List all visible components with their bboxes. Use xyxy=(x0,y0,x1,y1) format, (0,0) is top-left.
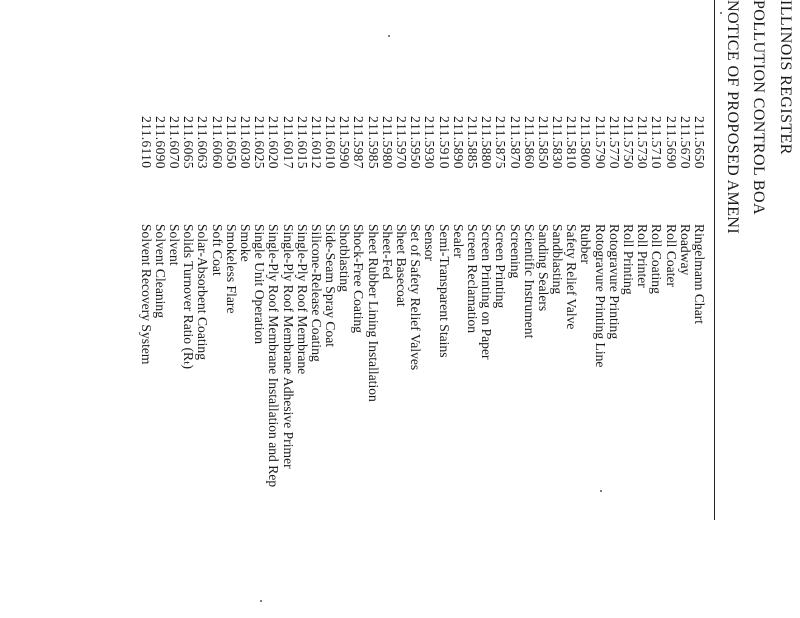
table-row xyxy=(663,116,677,616)
board-title: POLLUTION CONTROL BOA xyxy=(750,0,767,215)
table-row xyxy=(209,116,223,616)
table-row xyxy=(649,116,663,616)
section-term: Roll Printer xyxy=(635,224,651,288)
table-row xyxy=(422,116,436,616)
section-number: 211.5890 xyxy=(450,116,466,169)
table-row xyxy=(692,116,706,616)
table-row xyxy=(252,116,266,616)
section-term: Rotogravure Printing Line xyxy=(592,224,608,368)
table-row xyxy=(295,116,309,616)
section-number: 211.5985 xyxy=(365,116,381,169)
section-term: Side-Seam Spray Coat xyxy=(323,224,339,348)
section-number: 211.6060 xyxy=(209,116,225,169)
section-number: 211.5800 xyxy=(578,116,594,169)
section-number: 211.5810 xyxy=(564,116,580,169)
section-term: Sensor xyxy=(422,224,438,262)
scan-speck xyxy=(600,490,602,492)
section-number: 211.5670 xyxy=(677,116,693,169)
section-term: Sheet Rubber Lining Installation xyxy=(365,224,381,402)
table-row xyxy=(536,116,550,616)
table-row xyxy=(408,116,422,616)
table-row xyxy=(266,116,280,616)
section-number: 211.5880 xyxy=(479,116,495,169)
table-row xyxy=(309,116,323,616)
section-term: Scientific Instrument xyxy=(521,224,537,339)
section-number: 211.6010 xyxy=(323,116,339,169)
section-term: Set of Safety Relief Valves xyxy=(408,224,424,371)
section-term: Sheet Basecoat xyxy=(394,224,410,307)
definitions-table xyxy=(139,116,707,616)
section-number: 211.6065 xyxy=(181,116,197,169)
section-number: 211.5980 xyxy=(379,116,395,169)
section-term: Roll Printing xyxy=(621,224,637,295)
section-number: 211.5750 xyxy=(621,116,637,169)
section-number: 211.5875 xyxy=(493,116,509,169)
table-row xyxy=(593,116,607,616)
table-row xyxy=(153,116,167,616)
section-term: Screening xyxy=(507,224,523,279)
section-term: Shock-Free Coating xyxy=(351,224,367,334)
section-number: 211.6050 xyxy=(223,116,239,169)
section-term: Screen Reclamation xyxy=(465,224,480,334)
section-term: Smoke xyxy=(238,224,253,262)
section-number: 211.5710 xyxy=(649,116,665,169)
section-term: Single-Ply Roof Membrane Adhesive Primer xyxy=(280,224,296,469)
section-term: Single-Ply Roof Membrane Installation and Rep xyxy=(266,224,282,488)
table-row xyxy=(181,116,195,616)
table-row xyxy=(564,116,578,616)
section-term: Sandblasting xyxy=(550,224,566,295)
table-row xyxy=(479,116,493,616)
section-number: 211.6012 xyxy=(308,116,324,169)
section-term: Semi-Transparent Stains xyxy=(436,224,452,358)
section-number: 211.6025 xyxy=(252,116,268,169)
section-number: 211.6015 xyxy=(294,116,310,169)
section-number: 211.5730 xyxy=(635,116,651,169)
section-number: 211.5950 xyxy=(408,116,424,169)
section-number: 211.6110 xyxy=(138,116,154,169)
section-term: Solvent Recovery System xyxy=(138,224,154,365)
table-row xyxy=(550,116,564,616)
table-row xyxy=(465,116,479,616)
section-term: Solvent xyxy=(167,224,183,266)
table-row xyxy=(351,116,365,616)
section-term: Rubber xyxy=(578,224,594,265)
section-term: Solids Turnover Ratio (Rₜ) xyxy=(181,224,197,369)
section-term: Roadway xyxy=(677,224,693,276)
section-term: Solar-Absorbent Coating xyxy=(195,224,211,361)
section-term: Roll Coater xyxy=(663,224,679,288)
scan-speck xyxy=(720,12,722,14)
table-row xyxy=(451,116,465,616)
table-row xyxy=(366,116,380,616)
section-term: Sealer xyxy=(450,224,466,258)
section-number: 211.5790 xyxy=(592,116,608,169)
table-row xyxy=(436,116,450,616)
section-term: Sanding Sealers xyxy=(535,224,551,312)
section-term: Ringelmann Chart xyxy=(692,224,707,325)
table-row xyxy=(635,116,649,616)
table-row xyxy=(621,116,635,616)
section-number: 211.5970 xyxy=(394,116,410,169)
scan-speck xyxy=(388,35,390,37)
section-term: Soft Coat xyxy=(209,224,225,276)
section-term: Safety Relief Valve xyxy=(564,224,580,330)
header-rule xyxy=(714,0,715,520)
section-number: 211.5910 xyxy=(436,116,452,169)
section-number: 211.5650 xyxy=(692,116,707,169)
section-number: 211.5850 xyxy=(535,116,551,169)
scan-speck xyxy=(260,600,262,602)
section-term: Rotogravure Printing xyxy=(606,224,622,340)
table-row xyxy=(280,116,294,616)
section-number: 211.6063 xyxy=(195,116,211,169)
table-row xyxy=(139,116,153,616)
section-number: 211.5870 xyxy=(507,116,523,169)
section-number: 211.5690 xyxy=(663,116,679,169)
table-row xyxy=(195,116,209,616)
notice-title: NOTICE OF PROPOSED AMENI xyxy=(724,0,741,235)
section-number: 211.5830 xyxy=(550,116,566,169)
section-term: Shotblasting xyxy=(337,224,353,292)
section-number: 211.6017 xyxy=(280,116,296,169)
table-row xyxy=(522,116,536,616)
table-row xyxy=(323,116,337,616)
table-row xyxy=(380,116,394,616)
section-number: 211.6020 xyxy=(266,116,282,169)
section-term: Silicone-Release Coating xyxy=(308,224,324,362)
section-term: Sheet-Fed xyxy=(379,224,395,280)
table-row xyxy=(507,116,521,616)
section-number: 211.5885 xyxy=(465,116,480,169)
section-term: Single-Ply Roof Membrane xyxy=(294,224,310,375)
section-number: 211.5990 xyxy=(337,116,353,169)
section-number: 211.5930 xyxy=(422,116,438,169)
table-row xyxy=(394,116,408,616)
section-term: Single Unit Operation xyxy=(252,224,268,345)
section-number: 211.5987 xyxy=(351,116,367,169)
section-number: 211.6030 xyxy=(238,116,253,169)
table-row xyxy=(238,116,252,616)
section-number: 211.5860 xyxy=(521,116,537,169)
section-term: Solvent Cleaning xyxy=(152,224,168,319)
table-row xyxy=(678,116,692,616)
register-title: ILLINOIS REGISTER xyxy=(777,0,794,155)
section-number: 211.6070 xyxy=(167,116,183,169)
section-term: Roll Coating xyxy=(649,224,665,294)
table-row xyxy=(224,116,238,616)
table-row xyxy=(578,116,592,616)
section-term: Screen Printing on Paper xyxy=(479,224,495,360)
table-row xyxy=(337,116,351,616)
table-row xyxy=(167,116,181,616)
section-term: Screen Printing xyxy=(493,224,509,309)
section-number: 211.6090 xyxy=(152,116,168,169)
section-term: Smokeless Flare xyxy=(223,224,239,314)
table-row xyxy=(493,116,507,616)
table-row xyxy=(607,116,621,616)
section-number: 211.5770 xyxy=(606,116,622,169)
